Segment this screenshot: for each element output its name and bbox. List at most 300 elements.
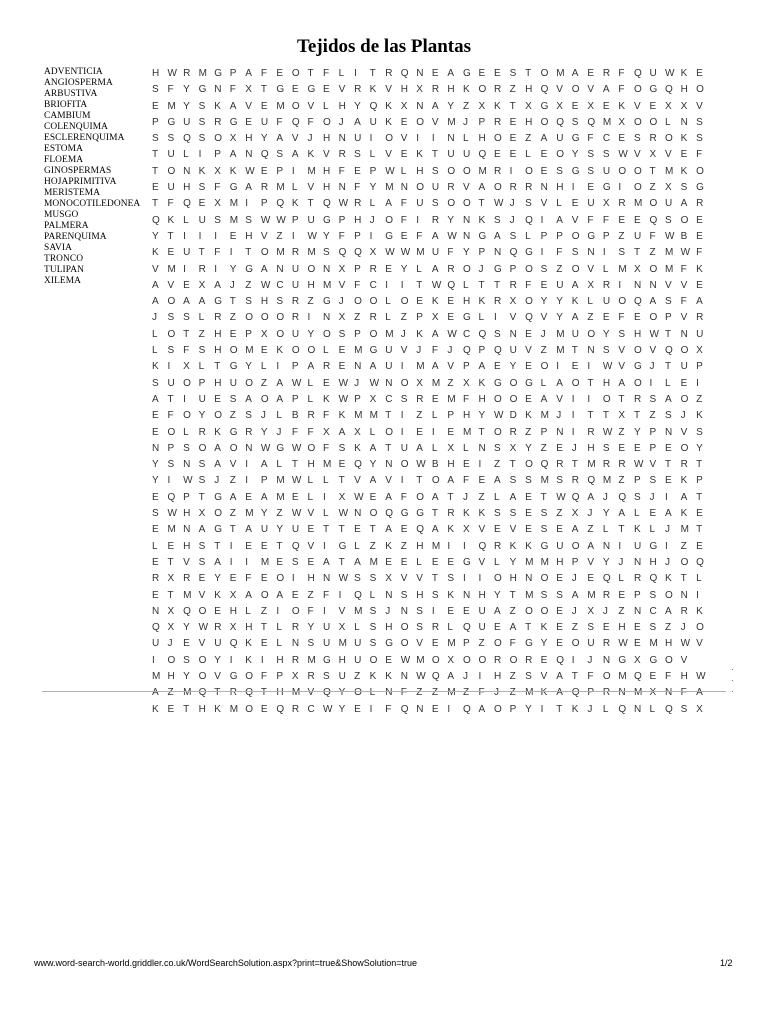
grid-letter: F — [385, 703, 392, 715]
grid-letter: U — [385, 361, 393, 373]
grid-letter: M — [307, 247, 316, 259]
grid-letter: K — [525, 540, 532, 552]
grid-letter: X — [229, 622, 237, 634]
grid-letter: E — [680, 377, 688, 389]
grid-letter: E — [152, 410, 159, 422]
grid-letter: L — [354, 622, 360, 634]
grid-letter: Z — [354, 312, 361, 324]
grid-letter: K — [214, 589, 221, 601]
grid-letter: L — [323, 475, 329, 487]
grid-letter: E — [431, 68, 439, 79]
grid-letter: E — [571, 361, 579, 373]
grid-letter: E — [494, 524, 501, 536]
grid-letter: I — [587, 393, 591, 405]
grid-letter: Y — [307, 328, 315, 340]
grid-letter: V — [680, 279, 688, 291]
grid-letter: U — [649, 68, 657, 79]
grid-letter: N — [680, 589, 688, 601]
grid-letter: J — [354, 377, 360, 389]
grid-letter: F — [680, 263, 687, 275]
grid-letter: I — [167, 475, 171, 487]
grid-letter: N — [354, 508, 362, 520]
grid-letter: X — [447, 654, 455, 666]
grid-letter: L — [369, 687, 376, 699]
grid-letter: X — [696, 703, 703, 715]
grid-letter: Y — [696, 442, 703, 454]
grid-letter: O — [260, 247, 269, 259]
grid-letter: L — [385, 296, 391, 308]
grid-letter: E — [649, 100, 657, 112]
grid-letter: U — [291, 279, 300, 291]
grid-letter: A — [229, 491, 237, 503]
grid-letter: V — [338, 605, 346, 617]
grid-letter: M — [276, 491, 285, 503]
grid-letter: Y — [556, 296, 563, 308]
grid-letter: S — [540, 508, 548, 520]
grid-letter: M — [587, 589, 596, 601]
grid-letter: E — [400, 556, 408, 568]
grid-letter: I — [291, 165, 295, 177]
grid-letter: V — [571, 214, 579, 226]
grid-letter: V — [431, 116, 439, 128]
grid-letter: P — [416, 312, 423, 324]
grid-letter: R — [214, 116, 222, 128]
grid-letter: Z — [167, 687, 174, 699]
grid-letter: M — [323, 459, 332, 471]
grid-row — [152, 441, 742, 457]
grid-letter: L — [385, 312, 391, 324]
grid-letter: Z — [509, 687, 516, 699]
grid-letter: N — [587, 247, 595, 259]
grid-letter: L — [245, 605, 251, 617]
grid-letter: H — [183, 540, 191, 552]
grid-letter: O — [540, 605, 549, 617]
grid-letter: O — [633, 165, 642, 177]
grid-letter: I — [400, 410, 404, 422]
grid-letter: I — [696, 377, 699, 389]
grid-letter: Y — [494, 589, 501, 601]
grid-letter: K — [431, 296, 439, 308]
grid-letter: N — [354, 361, 362, 373]
grid-letter: F — [323, 442, 330, 454]
grid-letter: E — [633, 622, 641, 634]
grid-letter: U — [385, 345, 393, 357]
grid-letter: H — [556, 182, 564, 194]
grid-letter: L — [602, 703, 609, 715]
grid-letter: K — [680, 165, 688, 177]
grid-letter: A — [198, 296, 206, 308]
grid-letter: E — [447, 296, 455, 308]
grid-letter: T — [556, 703, 563, 715]
grid-letter: R — [602, 638, 611, 650]
grid-letter: A — [571, 524, 579, 536]
grid-letter: N — [618, 687, 626, 699]
grid-letter: U — [323, 622, 331, 634]
grid-letter: Z — [478, 638, 485, 650]
grid-letter: L — [696, 573, 702, 585]
grid-letter: E — [291, 589, 299, 601]
grid-letter: V — [400, 133, 408, 145]
grid-letter: R — [525, 654, 533, 666]
grid-letter: L — [307, 377, 314, 389]
grid-letter: W — [260, 442, 271, 454]
grid-letter: Q — [431, 670, 440, 682]
grid-letter: Z — [525, 426, 532, 438]
grid-letter: L — [307, 393, 314, 405]
grid-letter: W — [291, 377, 302, 389]
grid-letter: O — [571, 263, 580, 275]
grid-letter: O — [680, 556, 689, 568]
grid-letter: S — [307, 638, 315, 650]
grid-letter: E — [400, 116, 408, 128]
grid-letter: A — [665, 605, 672, 617]
grid-letter: U — [602, 296, 611, 308]
grid-letter: P — [354, 230, 361, 242]
grid-letter: X — [416, 84, 423, 96]
grid-letter: E — [494, 68, 501, 79]
grid-letter: H — [214, 345, 222, 357]
grid-letter: Y — [214, 654, 221, 666]
grid-letter: Q — [696, 556, 704, 568]
grid-letter: A — [556, 377, 563, 389]
grid-letter: H — [556, 556, 564, 568]
grid-letter: Y — [152, 230, 159, 242]
grid-letter: I — [276, 605, 280, 617]
grid-letter: G — [494, 263, 502, 275]
word-list-item: SAVIA — [44, 243, 72, 253]
grid-letter: V — [478, 524, 486, 536]
grid-letter: V — [447, 361, 455, 373]
grid-letter: O — [462, 263, 471, 275]
word-list-item: TULIPAN — [44, 265, 84, 275]
grid-letter: F — [260, 68, 267, 79]
grid-letter: E — [167, 703, 175, 715]
grid-letter: N — [680, 328, 688, 340]
grid-letter: I — [183, 230, 186, 242]
grid-letter: E — [633, 312, 641, 324]
grid-letter: A — [696, 687, 703, 699]
grid-letter: U — [291, 524, 300, 536]
grid-letter: T — [478, 279, 485, 291]
grid-letter: O — [276, 328, 285, 340]
grid-letter: O — [633, 377, 642, 389]
grid-letter: V — [556, 84, 563, 96]
grid-letter: Z — [416, 410, 423, 422]
grid-letter: J — [494, 687, 500, 699]
grid-letter: R — [323, 361, 331, 373]
grid-letter: P — [291, 393, 299, 405]
grid-letter: O — [633, 182, 642, 194]
grid-letter: K — [198, 165, 206, 177]
grid-letter: T — [665, 459, 672, 471]
grid-letter: X — [338, 491, 346, 503]
grid-letter: G — [696, 182, 704, 194]
grid-letter: Q — [400, 68, 409, 79]
grid-letter: X — [680, 100, 688, 112]
grid-letter: M — [525, 589, 534, 601]
grid-letter: S — [649, 393, 657, 405]
grid-letter: S — [369, 622, 377, 634]
grid-letter: N — [633, 279, 642, 291]
grid-letter: V — [385, 149, 392, 161]
grid-letter: S — [649, 475, 657, 487]
grid-letter: Z — [400, 540, 407, 552]
grid-letter: R — [291, 654, 300, 666]
grid-letter: F — [447, 247, 454, 259]
grid-letter: M — [525, 556, 534, 568]
grid-letter: D — [509, 410, 517, 422]
word-list-item: FLOEMA — [44, 155, 84, 165]
grid-letter: Q — [509, 247, 518, 259]
grid-letter: K — [633, 524, 641, 536]
grid-letter: S — [198, 133, 206, 145]
grid-letter: K — [214, 100, 221, 112]
grid-letter: O — [416, 116, 425, 128]
grid-letter: M — [369, 410, 378, 422]
grid-letter: M — [198, 68, 207, 79]
grid-letter: S — [198, 475, 206, 487]
grid-letter: A — [587, 491, 594, 503]
grid-letter: V — [462, 182, 470, 194]
grid-letter: S — [571, 116, 579, 128]
grid-letter: O — [509, 393, 518, 405]
grid-letter: S — [338, 328, 346, 340]
grid-letter: A — [509, 622, 517, 634]
grid-letter: F — [354, 279, 361, 291]
grid-letter: U — [556, 133, 564, 145]
grid-letter: W — [680, 638, 691, 650]
grid-letter: H — [323, 133, 331, 145]
grid-letter: N — [152, 442, 160, 454]
grid-letter: M — [556, 68, 565, 79]
grid-letter: E — [571, 100, 579, 112]
grid-letter: V — [618, 361, 626, 373]
grid-letter: V — [354, 475, 361, 487]
grid-letter: F — [618, 68, 625, 79]
grid-letter: N — [462, 230, 471, 242]
grid-letter: T — [167, 589, 174, 601]
grid-letter: W — [245, 165, 255, 177]
grid-letter: K — [680, 68, 688, 79]
grid-letter: U — [183, 116, 191, 128]
grid-letter: F — [649, 230, 656, 242]
grid-letter: N — [602, 654, 611, 666]
grid-letter: G — [245, 263, 254, 275]
grid-letter: U — [214, 638, 222, 650]
grid-letter: R — [633, 573, 642, 585]
grid-letter: I — [323, 605, 326, 617]
grid-letter: S — [369, 638, 377, 650]
grid-letter: Z — [680, 540, 687, 552]
grid-letter: O — [618, 165, 627, 177]
grid-row — [152, 588, 742, 604]
grid-letter: L — [665, 116, 671, 128]
grid-letter: J — [369, 214, 375, 226]
grid-letter: O — [260, 312, 269, 324]
grid-letter: R — [587, 426, 595, 438]
grid-letter: U — [354, 133, 362, 145]
grid-letter: R — [291, 622, 300, 634]
grid-letter: W — [260, 214, 271, 226]
grid-letter: O — [540, 68, 549, 79]
grid-letter: U — [416, 198, 424, 210]
grid-letter: H — [400, 84, 408, 96]
grid-letter: E — [556, 622, 563, 634]
grid-letter: E — [509, 149, 517, 161]
grid-letter: H — [385, 622, 393, 634]
grid-letter: E — [525, 491, 532, 503]
grid-letter: X — [369, 247, 377, 259]
grid-letter: T — [540, 491, 547, 503]
grid-letter: L — [540, 377, 547, 389]
grid-letter: K — [478, 377, 486, 389]
grid-letter: X — [649, 687, 657, 699]
grid-letter: X — [369, 393, 377, 405]
grid-letter: S — [245, 410, 252, 422]
grid-letter: O — [245, 312, 254, 324]
grid-letter: T — [447, 491, 454, 503]
grid-letter: O — [649, 198, 658, 210]
grid-letter: Q — [276, 703, 285, 715]
grid-letter: F — [307, 605, 314, 617]
grid-letter: P — [214, 149, 221, 161]
grid-letter: S — [556, 475, 563, 487]
grid-letter: R — [431, 84, 440, 96]
grid-letter: R — [494, 654, 502, 666]
grid-letter: I — [198, 230, 202, 242]
grid-letter: E — [540, 165, 548, 177]
grid-letter: E — [385, 556, 392, 568]
grid-letter: H — [525, 84, 533, 96]
grid-letter: Y — [602, 508, 610, 520]
grid-letter: R — [571, 475, 579, 487]
grid-letter: R — [618, 459, 626, 471]
grid-letter: U — [291, 328, 300, 340]
grid-letter: C — [649, 605, 657, 617]
grid-letter: R — [494, 116, 502, 128]
grid-letter: R — [229, 687, 237, 699]
grid-letter: S — [602, 345, 610, 357]
grid-letter: Q — [602, 573, 611, 585]
grid-letter: T — [633, 410, 641, 422]
grid-letter: N — [680, 116, 688, 128]
grid-letter: T — [696, 491, 703, 503]
grid-letter: N — [323, 263, 331, 275]
grid-letter: O — [478, 84, 487, 96]
grid-letter: I — [338, 589, 342, 601]
grid-letter: A — [618, 508, 626, 520]
grid-letter: M — [167, 263, 176, 275]
grid-letter: M — [431, 540, 441, 552]
grid-letter: Q — [525, 312, 533, 324]
grid-letter: V — [680, 312, 688, 324]
grid-letter: N — [400, 182, 408, 194]
grid-letter: P — [462, 638, 470, 650]
grid-letter: W — [680, 247, 691, 259]
grid-letter: F — [525, 279, 532, 291]
grid-letter: J — [571, 442, 577, 454]
grid-letter: G — [167, 116, 176, 128]
grid-letter: L — [369, 589, 376, 601]
grid-letter: F — [183, 345, 190, 357]
grid-row — [152, 245, 742, 261]
grid-letter: A — [152, 296, 159, 308]
grid-letter: A — [369, 361, 377, 373]
grid-letter: A — [680, 198, 688, 210]
grid-letter: H — [587, 442, 595, 454]
grid-letter: L — [260, 361, 267, 373]
grid-row — [152, 408, 742, 424]
grid-letter: Z — [494, 459, 501, 471]
grid-letter: Q — [462, 703, 471, 715]
grid-letter: T — [696, 459, 703, 471]
grid-letter: J — [665, 556, 671, 568]
grid-letter: E — [323, 377, 330, 389]
grid-letter: E — [665, 442, 672, 454]
grid-letter: H — [633, 328, 642, 340]
grid-letter: Y — [183, 622, 190, 634]
grid-letter: O — [556, 149, 564, 161]
grid-letter: F — [214, 182, 221, 194]
grid-letter: P — [696, 361, 703, 373]
grid-letter: Z — [229, 508, 236, 520]
grid-letter: Z — [229, 312, 236, 324]
grid-letter: S — [665, 214, 672, 226]
grid-letter: I — [462, 540, 466, 552]
grid-letter: A — [307, 361, 315, 373]
grid-letter: V — [260, 230, 268, 242]
grid-letter: W — [447, 230, 457, 242]
grid-letter: E — [525, 508, 532, 520]
grid-letter: M — [665, 165, 674, 177]
grid-letter: W — [338, 393, 349, 405]
grid-letter: K — [462, 508, 470, 520]
letter-grid — [152, 66, 742, 718]
grid-letter: R — [602, 459, 611, 471]
grid-letter: G — [276, 84, 285, 96]
grid-letter: Z — [416, 687, 423, 699]
grid-letter: E — [400, 230, 408, 242]
grid-letter: I — [618, 182, 622, 194]
grid-letter: I — [665, 540, 668, 552]
grid-letter: M — [183, 589, 192, 601]
grid-letter: F — [167, 198, 174, 210]
grid-letter: K — [680, 133, 688, 145]
grid-letter: E — [431, 556, 439, 568]
grid-letter: T — [307, 68, 314, 79]
grid-letter: X — [633, 263, 641, 275]
grid-letter: L — [462, 279, 469, 291]
grid-letter: L — [478, 312, 485, 324]
grid-letter: S — [198, 540, 206, 552]
grid-letter: A — [602, 84, 610, 96]
grid-row — [152, 213, 742, 229]
grid-row — [152, 278, 742, 294]
grid-letter: V — [307, 687, 315, 699]
grid-letter: E — [649, 508, 657, 520]
grid-letter: W — [400, 247, 411, 259]
grid-letter: K — [540, 622, 548, 634]
grid-letter: Y — [183, 84, 190, 96]
grid-letter: L — [431, 442, 438, 454]
grid-letter: U — [571, 328, 579, 340]
grid-letter: F — [509, 638, 516, 650]
grid-letter: P — [245, 328, 252, 340]
grid-letter: E — [323, 84, 330, 96]
grid-letter: A — [276, 393, 284, 405]
grid-letter: R — [696, 198, 704, 210]
grid-letter: N — [385, 687, 393, 699]
